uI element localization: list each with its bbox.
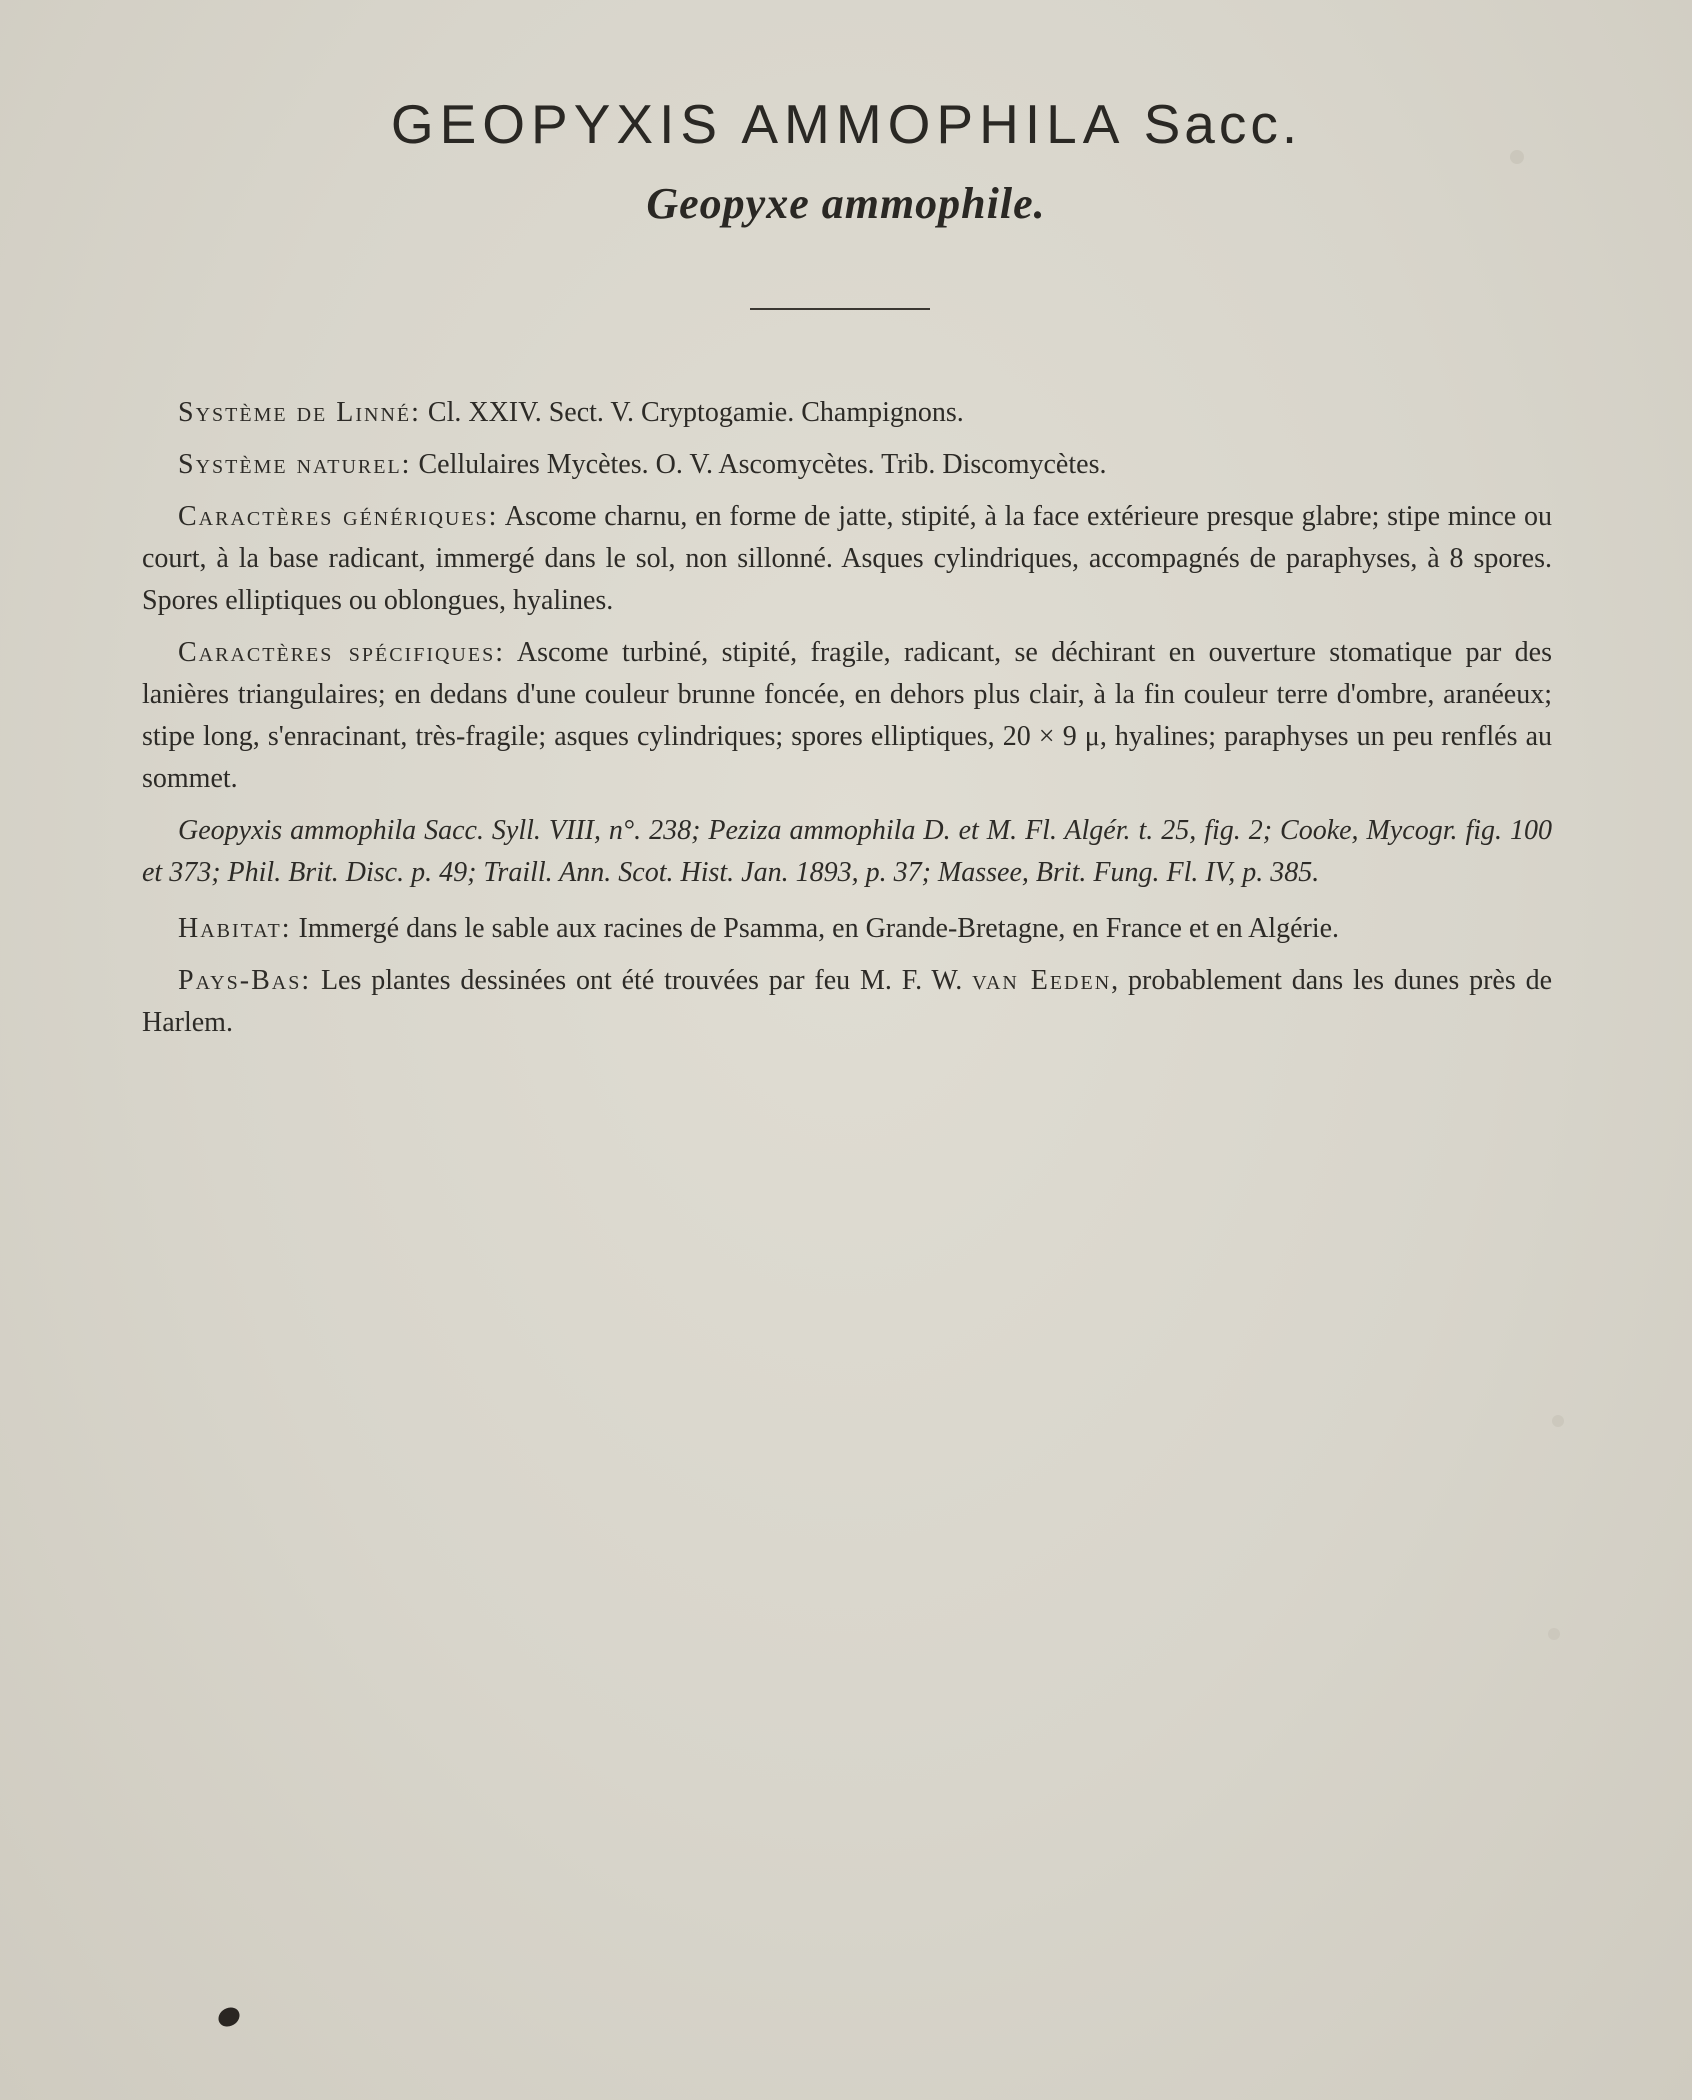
description-body: [142, 392, 1552, 1054]
habitat-text: Immergé dans le sable aux racines de Psamma, en Grande-Bretagne, en France et en Algérie.: [298, 913, 1340, 944]
specifiques-paragraph: [142, 632, 1552, 800]
collector-name: van Eeden: [972, 965, 1112, 996]
specifiques-label: Caractères spécifiques:: [178, 637, 505, 668]
ink-blot-mark: [215, 2004, 243, 2031]
paysbas-text-before: Les plantes dessinées ont été trouvées par feu M. F. W.: [320, 965, 963, 996]
paper-spot: [1552, 1415, 1564, 1427]
linne-label: Système de Linné:: [178, 397, 421, 428]
naturel-paragraph: [142, 444, 1552, 486]
naturel-text: Cellulaires Mycètes. O. V. Ascomycètes. Trib. Discomycètes.: [418, 449, 1107, 480]
generiques-text: Ascome charnu, en forme de jatte, stipité, à la face extérieure presque glabre; stipe mince ou court, à la base radicant, immergé dans le sol, non sillonné. Asques cylindriques, accompagnés de paraphyses, à 8 spores. Spores elliptiques ou oblongues, hyalines.: [142, 501, 1552, 616]
title-author: Sacc.: [1143, 93, 1302, 155]
generiques-label: Caractères génériques:: [178, 501, 499, 532]
paysbas-text-after: , probablement dans les dunes près de Harlem.: [142, 965, 1553, 1038]
linne-text: Cl. XXIV. Sect. V. Cryptogamie. Champignons.: [427, 397, 964, 428]
generiques-paragraph: [142, 496, 1552, 622]
paper-spot: [1548, 1628, 1560, 1640]
naturel-label: Système naturel:: [178, 449, 412, 480]
habitat-paragraph: [142, 908, 1552, 950]
paysbas-paragraph: [142, 960, 1552, 1044]
species-title: [0, 92, 1692, 156]
paper-spot: [1510, 150, 1524, 164]
species-subtitle: Geopyxe ammophile.: [646, 179, 1046, 228]
paysbas-label: Pays-Bas:: [178, 965, 312, 996]
title-rule: [750, 308, 930, 310]
title-genus-species: GEOPYXIS AMMOPHILA: [390, 93, 1123, 155]
references-paragraph: Geopyxis ammophila Sacc. Syll. VIII, n°. 238; Peziza ammophila D. et M. Fl. Algér. t. 25, fig. 2; Cooke, Mycogr. fig. 100 et 373; Phil. Brit. Disc. p. 49; Traill. Ann. Scot. Hist. Jan. 1893, p. 37; Massee, Brit. Fung. Fl. IV, p. 385.: [142, 815, 1552, 888]
habitat-label: Habitat:: [178, 913, 292, 944]
specifiques-text: Ascome turbiné, stipité, fragile, radicant, se déchirant en ouverture stomatique par des lanières triangulaires; en dedans d'une couleur brunne foncée, en dehors plus clair, à la fin couleur terre d'ombre, aranéeux; stipe long, s'enracinant, très-fragile; asques cylindriques; spores elliptiques, 20 × 9 μ, hyalines; paraphyses un peu renflés au sommet.: [142, 637, 1552, 794]
linne-paragraph: [142, 392, 1552, 434]
